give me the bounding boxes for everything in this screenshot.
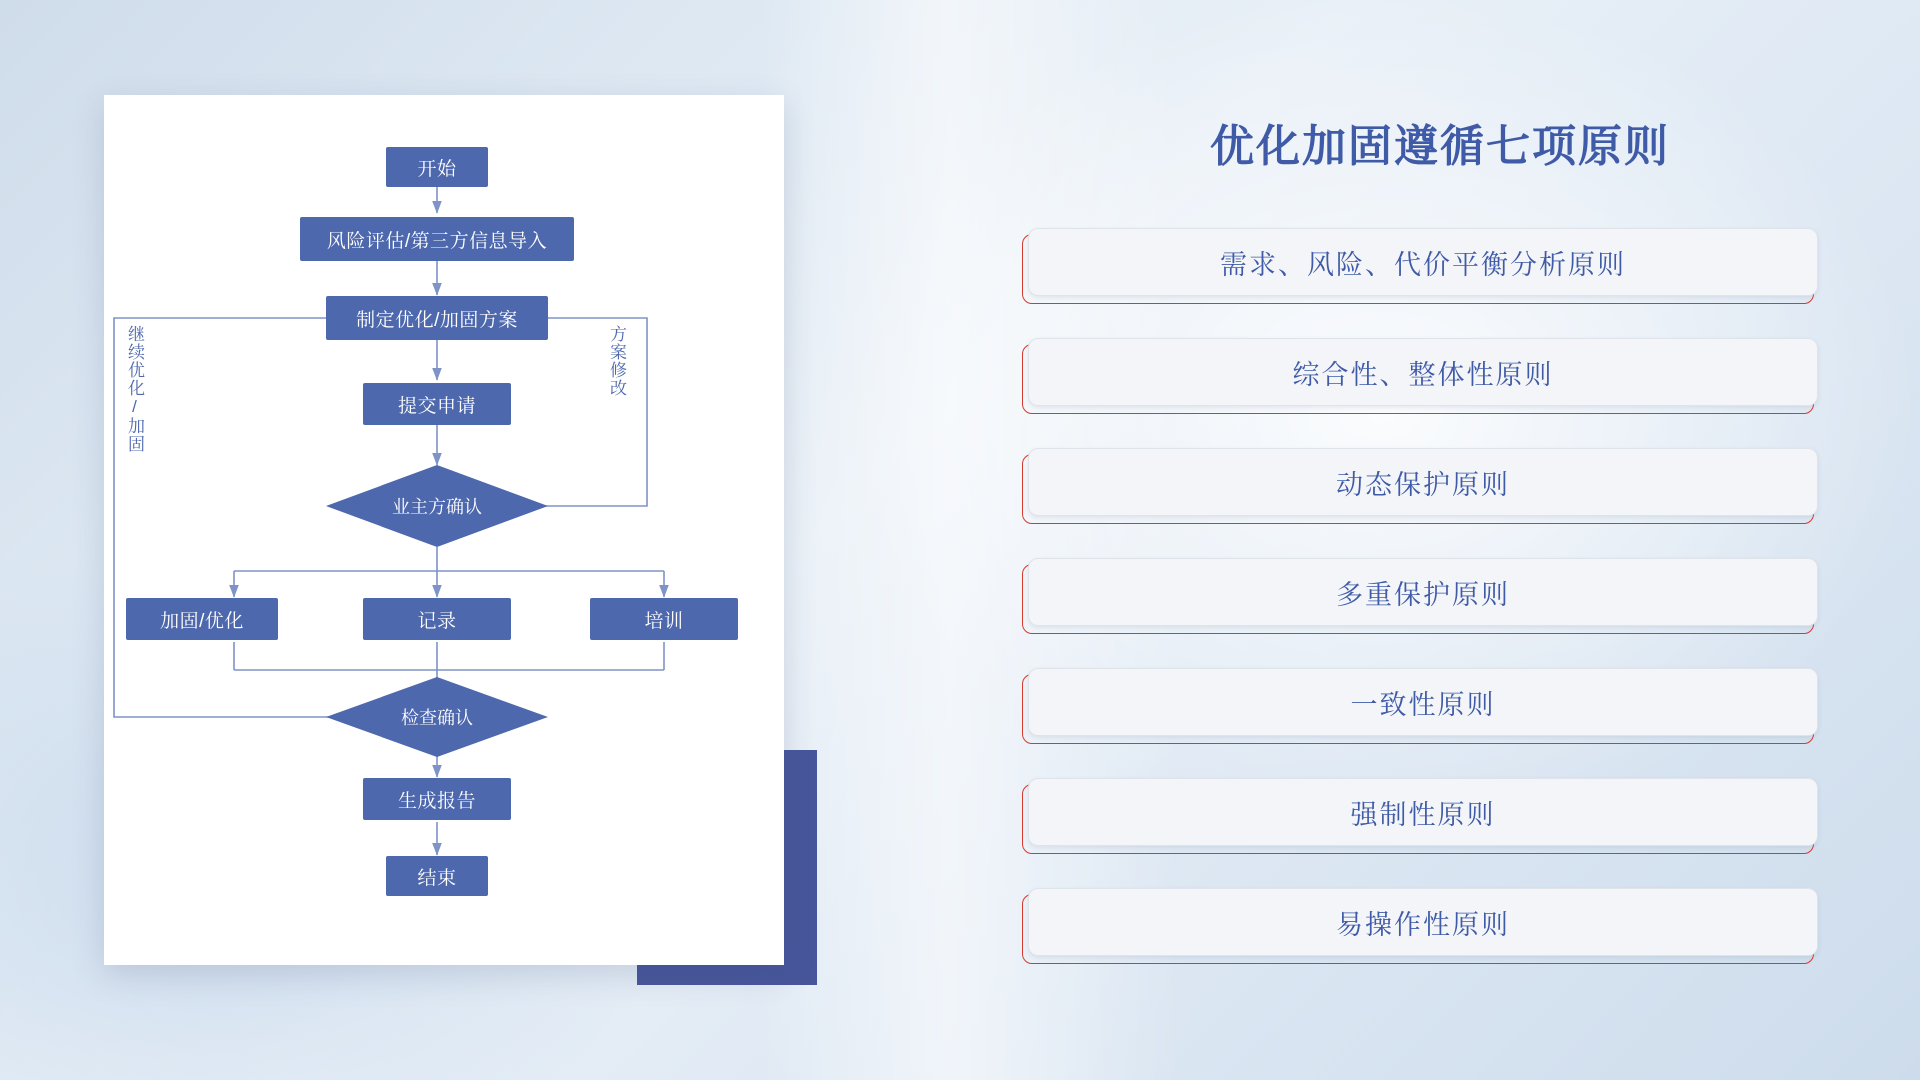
principle-pill[interactable] (1028, 448, 1818, 516)
edge-label-right-text: 方案修改 (607, 325, 626, 397)
node-owner-confirm-text: 业主方确认 (392, 497, 482, 517)
principle-pill[interactable] (1028, 888, 1818, 956)
list-item[interactable] (1022, 228, 1842, 296)
principle-label: 综合性、整体性原则 (1292, 359, 1554, 390)
node-end-label: 结束 (417, 867, 457, 889)
edge-label-right (606, 325, 627, 435)
node-start-label: 开始 (417, 158, 457, 180)
principle-pill[interactable] (1028, 228, 1818, 296)
edge-label-left (124, 325, 145, 465)
principle-pill[interactable] (1028, 778, 1818, 846)
page-title-text: 优化加固遵循七项原则 (1210, 122, 1670, 171)
node-plan-label: 制定优化/加固方案 (356, 309, 518, 331)
node-plan[interactable] (326, 296, 548, 340)
node-generate-report[interactable] (363, 778, 511, 820)
node-record-label: 记录 (417, 610, 457, 632)
node-end[interactable] (386, 856, 488, 896)
list-item[interactable] (1022, 558, 1842, 626)
list-item[interactable] (1022, 338, 1842, 406)
principle-label: 动态保护原则 (1336, 469, 1510, 500)
list-item[interactable] (1022, 778, 1842, 846)
node-training[interactable] (590, 598, 738, 640)
node-generate-report-label: 生成报告 (397, 790, 476, 812)
node-risk-assessment[interactable] (300, 217, 574, 261)
principle-label: 一致性原则 (1350, 689, 1496, 720)
node-record[interactable] (363, 598, 511, 640)
node-start[interactable] (386, 147, 488, 187)
principle-label: 强制性原则 (1350, 799, 1496, 830)
principle-pill[interactable] (1028, 558, 1818, 626)
node-reinforce[interactable] (126, 598, 278, 640)
edge-label-left-text: 继续优化/加固 (125, 325, 144, 453)
principle-label: 需求、风险、代价平衡分析原则 (1220, 249, 1626, 280)
node-check-confirm[interactable] (326, 677, 548, 757)
node-reinforce-label: 加固/优化 (160, 610, 244, 632)
node-submit-application[interactable] (363, 383, 511, 425)
principle-label: 易操作性原则 (1336, 909, 1510, 940)
list-item[interactable] (1022, 668, 1842, 736)
node-owner-confirm[interactable] (326, 465, 548, 547)
node-training-label: 培训 (644, 610, 684, 632)
principle-label: 多重保护原则 (1336, 579, 1510, 610)
list-item[interactable] (1022, 448, 1842, 516)
list-item[interactable] (1022, 888, 1842, 956)
principles-list (1022, 228, 1842, 998)
principle-pill[interactable] (1028, 338, 1818, 406)
page-title (1040, 110, 1840, 174)
node-submit-application-label: 提交申请 (397, 395, 476, 417)
principle-pill[interactable] (1028, 668, 1818, 736)
node-risk-assessment-label: 风险评估/第三方信息导入 (326, 230, 548, 252)
node-check-confirm-text: 检查确认 (401, 708, 473, 728)
flowchart-card (104, 95, 784, 965)
